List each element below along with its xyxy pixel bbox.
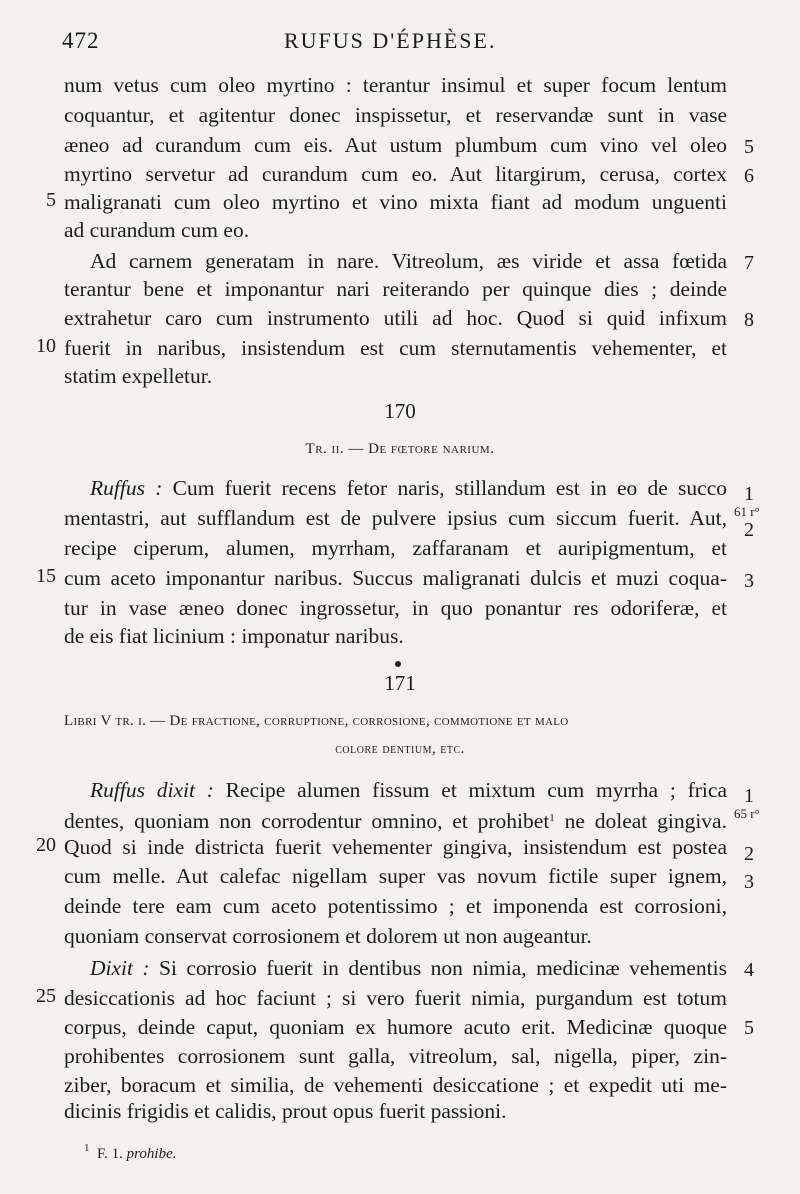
margin-number: 5 [744,136,754,158]
line-number: 25 [36,985,56,1007]
text-line: extrahetur caro cum instrumento utili ad hoc. Quod si quid infixum [64,306,727,330]
fragment-heading: Libri V tr. i. — De fractione, corruptione, corrosione, commotione et malo [64,713,569,729]
text-line: cum aceto imponantur naribus. Succus maligranati dulcis et muzi coqua- [64,566,727,590]
text-line: cum melle. Aut calefac nigellam super vas novum fictile super ignem, [64,864,727,888]
text-line: tur in vase æneo donec ingrossetur, in quo ponantur res odoriferæ, et [64,596,727,620]
text-line: æneo ad curandum cum eis. Aut ustum plumbum cum vino vel oleo [64,133,727,157]
margin-number: 1 [744,785,754,807]
text-line: mentastri, aut sufflandum est de pulvere ipsius cum siccum fuerit. Aut, [64,506,727,530]
text-line: coquantur, et agitentur donec inspissetur, et reservandæ sunt in vase [64,103,727,127]
line-number: 15 [36,565,56,587]
bullet-dot [395,661,401,667]
footnote-number: 1 [84,1142,90,1154]
text-line: desiccationis ad hoc faciunt ; si vero fuerit nimia, purgandum est totum [64,986,727,1010]
text-line: fuerit in naribus, insistendum est cum sternutamentis vehementer, et [64,336,727,360]
text-line: quoniam conservat corrosionem et dolorem ut non augeantur. [64,924,592,948]
text-line: Ruffus : Cum fuerit recens fetor naris, stillandum est in eo de succo [90,476,728,500]
footnote-marker: 1 [549,812,555,824]
text-line: de eis fiat licinium : imponatur naribus. [64,624,404,648]
line-number: 20 [36,834,56,856]
margin-number: 6 [744,165,754,187]
margin-number: 4 [744,959,754,981]
margin-number: 3 [744,871,754,893]
fragment-number: 170 [384,399,416,423]
margin-number: 1 [744,483,754,505]
text-line: statim expelletur. [64,364,213,388]
text-line: ad curandum cum eo. [64,218,250,242]
text-line: myrtino servetur ad curandum cum eo. Aut litargirum, cerusa, cortex [64,162,727,186]
text-line: num vetus cum oleo myrtino : terantur insimul et super focum lentum [64,73,727,97]
margin-number: 2 [744,843,754,865]
text-line: ziber, boracum et similia, de vehementi desiccatione ; et expedit uti me- [64,1073,727,1097]
fragment-heading: Tr. ii. — De fœtore narium. [305,441,495,457]
line-number: 10 [36,335,56,357]
text-line: Ad carnem generatam in nare. Vitreolum, æs viride et assa fœtida [90,249,727,273]
line-number: 5 [46,189,56,211]
text-line: prohibentes corrosionem sunt galla, vitreolum, sal, nigella, piper, zin- [64,1044,727,1068]
page-header [62,28,762,58]
page-number: 472 [62,28,100,53]
fragment-heading-cont: colore dentium, etc. [335,741,465,757]
fragment-number: 171 [384,671,416,695]
speaker-name: Dixit : [90,956,150,980]
speaker-name: Ruffus : [90,476,163,500]
running-title: RUFUS D'ÉPHÈSE. [284,28,497,53]
text-line: recipe ciperum, alumen, myrrham, zaffaranam et auripigmentum, et [64,536,727,560]
text-line: terantur bene et imponantur nari reiterando per quinque dies ; deinde [64,277,727,301]
text-line: Quod si inde districta fuerit vehementer gingiva, insistendum est postea [64,835,727,859]
footnote: $^1$ F. 1. prohibe. [84,1142,177,1162]
folio-reference: 61 r° [734,504,760,519]
text-line: dicinis frigidis et calidis, prout opus fuerit passioni. [64,1099,507,1123]
text-line: dentes, quoniam non corrodentur omnino, et prohibet$^1$ ne doleat gingiva. [64,809,727,833]
speaker-name: Ruffus dixit : [90,778,214,802]
margin-number: 8 [744,309,754,331]
margin-number: 2 [744,519,754,541]
text-line: deinde tere eam cum aceto potentissimo ; et imponenda est corrosioni, [64,894,727,918]
text-line: maligranati cum oleo myrtino et vino mixta fiant ad modum unguenti [64,190,727,214]
margin-number: 7 [744,252,754,274]
margin-number: 5 [744,1017,754,1039]
folio-reference: 65 r° [734,806,760,821]
text-line: corpus, deinde caput, quoniam ex humore acuto erit. Medicinæ quoque [64,1015,727,1039]
text-line: Dixit : Si corrosio fuerit in dentibus non nimia, medicinæ vehementis [90,956,727,980]
text-line: Ruffus dixit : Recipe alumen fissum et mixtum cum myrrha ; frica [90,778,727,802]
margin-number: 3 [744,570,754,592]
